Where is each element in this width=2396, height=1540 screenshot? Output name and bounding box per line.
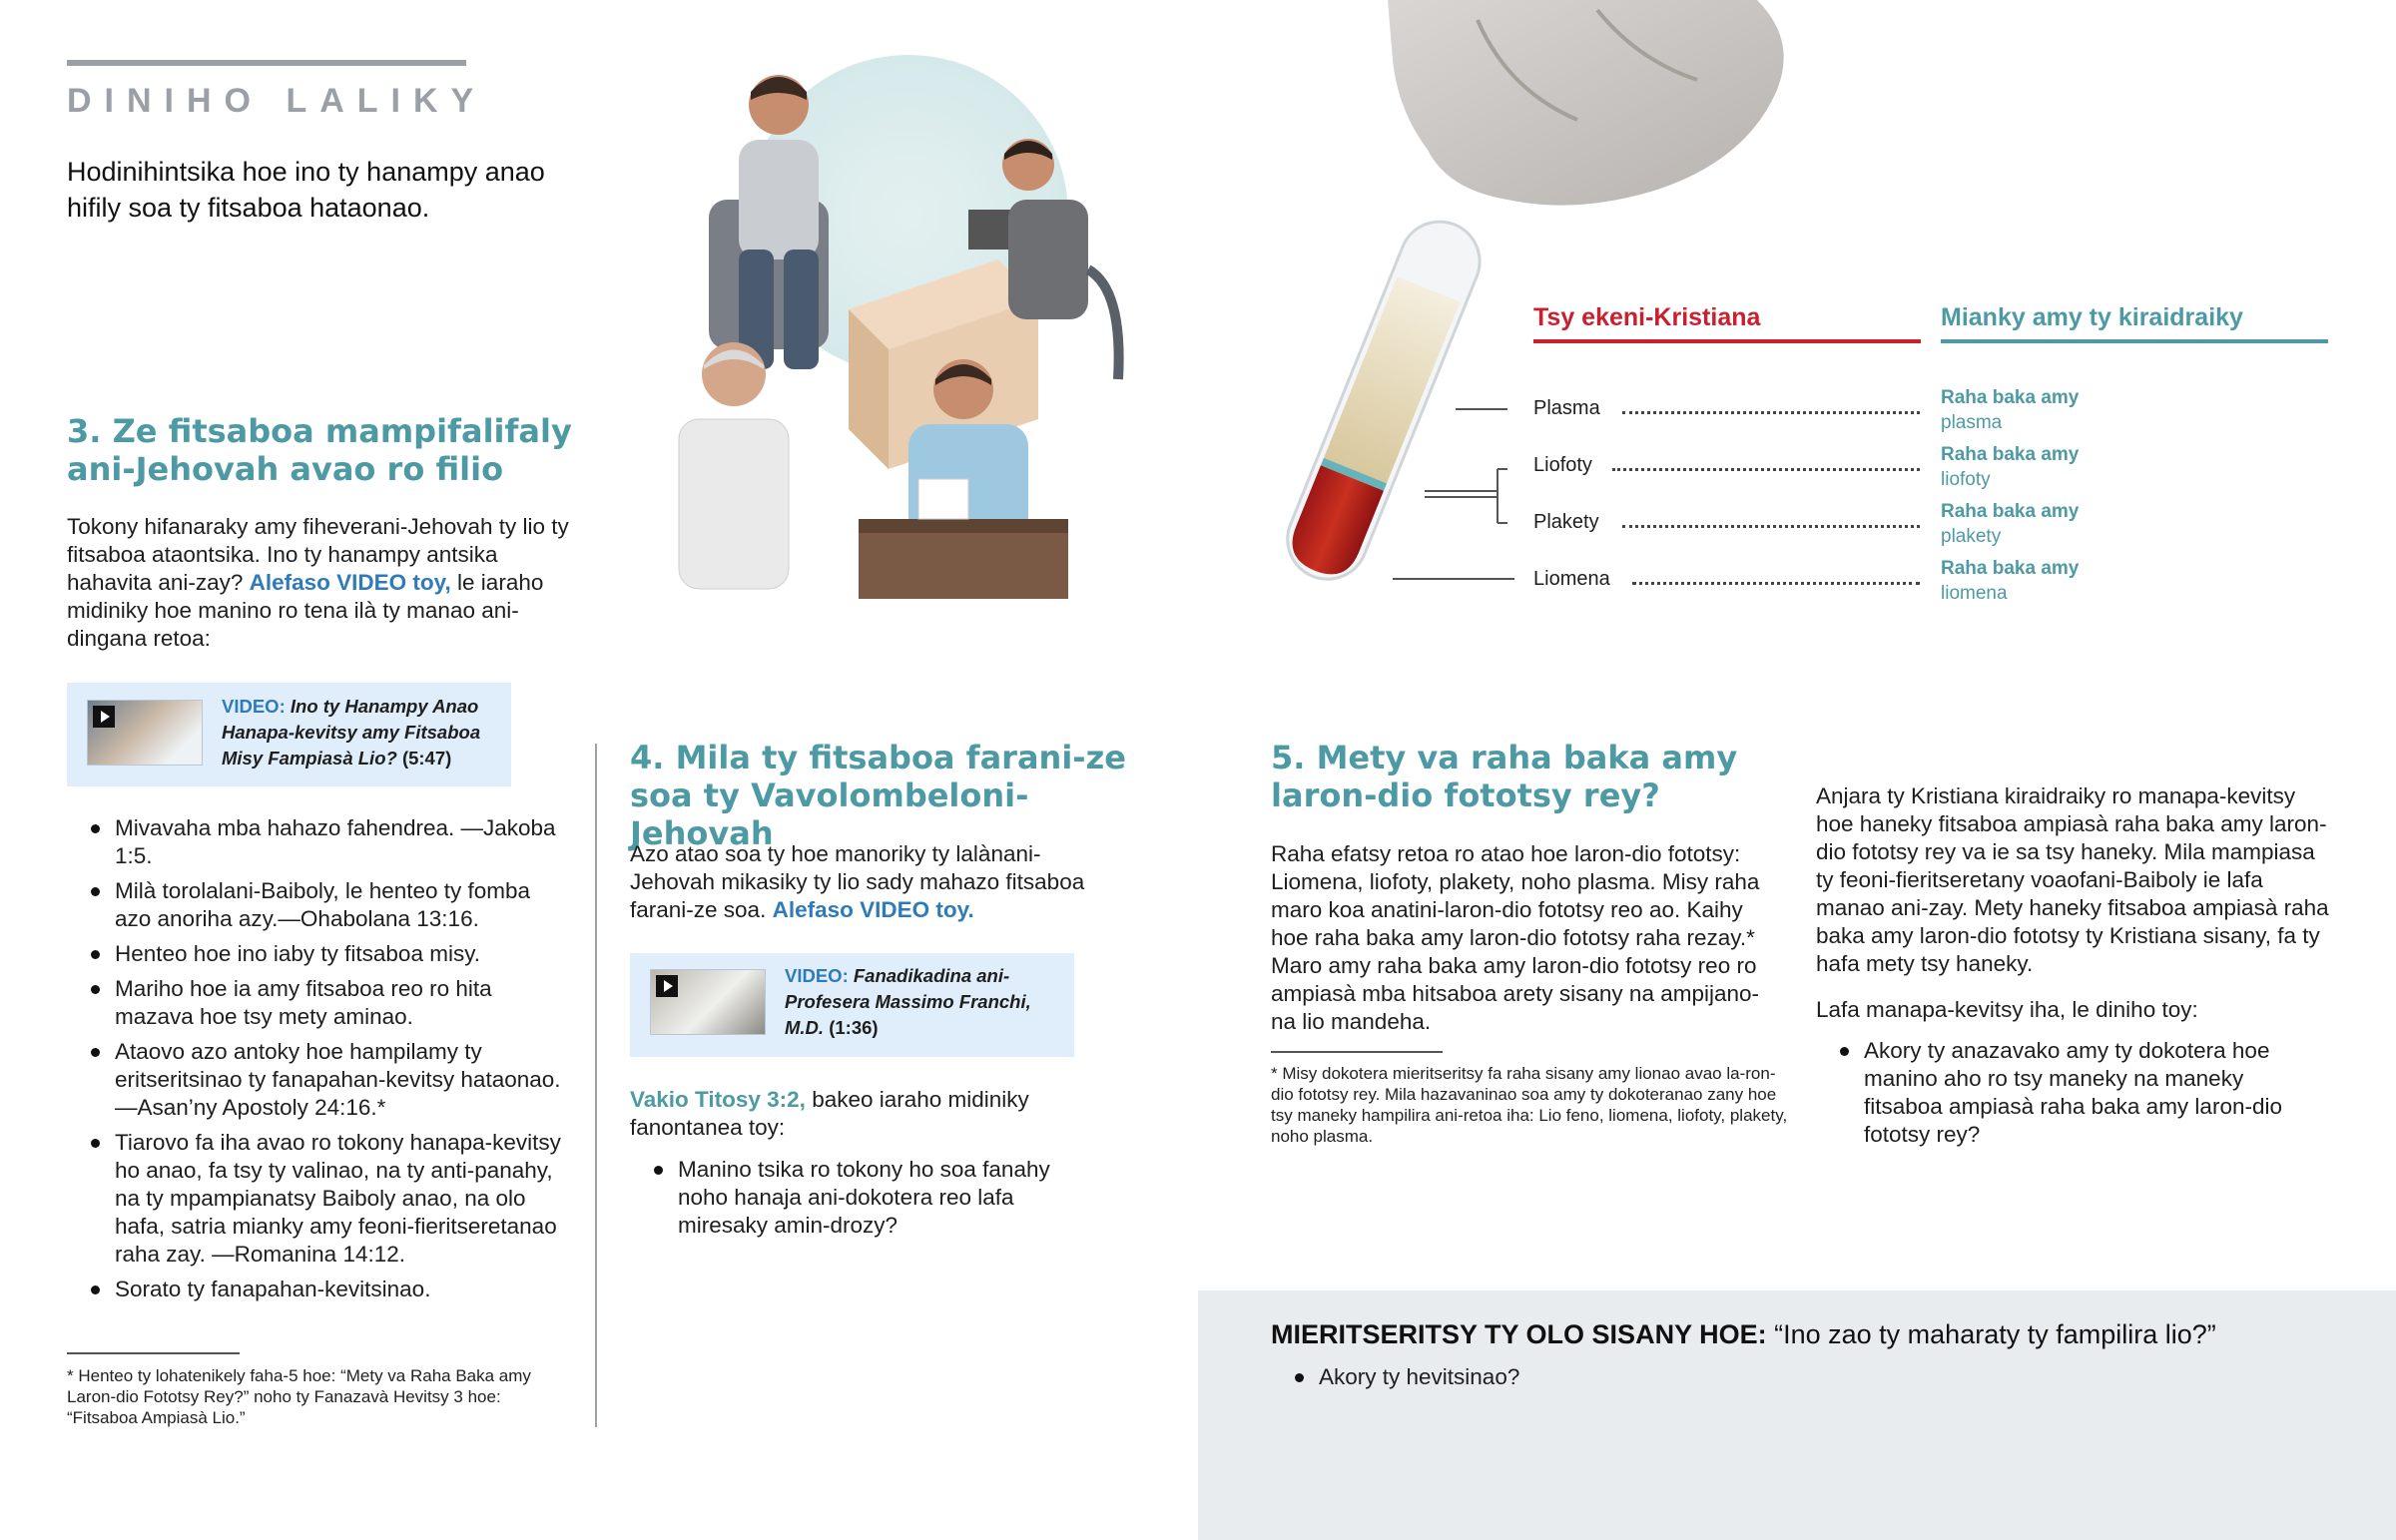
- review-panel-list: [1271, 1363, 2070, 1398]
- answer-plasma: Raha baka amy plasma: [1941, 387, 2080, 433]
- video-thumbnail-1[interactable]: [87, 700, 203, 766]
- leader-dots: [1622, 411, 1920, 414]
- section-3-video-link[interactable]: Alefaso VIDEO toy,: [249, 570, 451, 595]
- section-3-steps-list: [67, 814, 566, 1310]
- leader-dots: [1632, 582, 1920, 585]
- list-item: Mivavaha mba hahazo fahendrea. —Jakoba 1:5.: [67, 814, 566, 870]
- video-card-2[interactable]: [630, 953, 1074, 1057]
- video-label: VIDEO:: [222, 696, 286, 717]
- leader-dots: [1612, 468, 1920, 471]
- section-4-question-list: [630, 1156, 1099, 1247]
- footnote-rule: [1271, 1051, 1443, 1053]
- column-header-not-accepted: Tsy ekeni-Kristiana: [1533, 303, 1761, 331]
- list-item: Manino tsika ro tokony ho soa fanahy noho hanaja ani-dokotera reo lafa miresaky amin-drozy?: [630, 1156, 1099, 1240]
- column-header-personal-decision: Mianky amy ty kiraidraiky: [1941, 303, 2243, 331]
- list-item: Ataovo azo antoky hoe hampilamy ty eritseritsinao ty fanapahan-kevitsy hataonao.—Asan’ny Apostoly 24:16.*: [67, 1038, 566, 1122]
- section-4-paragraph: Azo atao soa ty hoe manoriky ty lalànani-Jehovah mikasiky ty lio sady mahazo fitsaboa farani-ze soa. Alefaso VIDEO toy.: [630, 841, 1085, 922]
- section-5-footnote: * Misy dokotera mieritseritsy fa raha sisany amy lionao avao la-ron-dio fototsy rey. Mila hazavaninao soa amy ty dokoteranao zany hoe tsy maneky hampilira ani-retoa iha: Lio feno, liomena, liofoty, plakety, noho plasma.: [1271, 1064, 1788, 1146]
- kicker-title: DINIHO LALIKY: [67, 82, 487, 120]
- component-plasma: Plasma: [1533, 397, 1600, 419]
- component-plakety: Plakety: [1533, 511, 1599, 533]
- section-4-verse-prompt: Vakio Titosy 3:2, bakeo iaraho midiniky fanontanea toy:: [630, 1087, 1029, 1140]
- section-5-paragraph-3: Lafa manapa-kevitsy iha, le diniho toy:: [1816, 997, 2198, 1022]
- component-liomena: Liomena: [1533, 568, 1610, 590]
- list-item: Akory ty hevitsinao?: [1271, 1363, 2070, 1391]
- video-duration: (5:47): [401, 748, 452, 769]
- section-3-paragraph: Tokony hifanaraky amy fiheverani-Jehovah ty lio ty fitsaboa ataontsika. Ino ty hanampy antsika hahavita ani-zay? Alefaso VIDEO toy, le iaraho midiniky hoe manino ro tena ilà ty manao ani-dingana retoa:: [67, 514, 569, 651]
- answer-liomena: Raha baka amy liomena: [1941, 558, 2080, 604]
- answer-plakety: Raha baka amy plakety: [1941, 501, 2080, 547]
- section-5-paragraph-2: Anjara ty Kristiana kiraidraiky ro manapa-kevitsy hoe haneky fitsaboa ampiasà raha baka amy laron-dio fototsy rey va ie sa tsy haneky. Mila mampiasa ty feoni-fieritseretany voaofani-Baiboly ie lafa manao ani-zay. Mety haneky fitsaboa ampiasà raha baka amy laron-dio fototsy ty Kristiana sisany, fa ty hafa mety tsy haneky.: [1816, 783, 2329, 976]
- review-panel-title: MIERITSERITSY TY OLO SISANY HOE: “Ino zao ty maharaty ty fampilira lio?”: [1271, 1319, 2216, 1349]
- column-rule-red: [1533, 339, 1921, 343]
- play-icon: [93, 706, 115, 728]
- play-icon: [656, 975, 678, 997]
- answer-liofoty: Raha baka amy liofoty: [1941, 444, 2080, 490]
- list-item: Tiarovo fa iha avao ro tokony hanapa-kevitsy ho anao, fa tsy ty valinao, na ty anti-panahy, na ty mpampianatsy Baiboly anao, na olo hafa, satria mianky amy feoni-fieritseretanao raha zay. —Romanina 14:12.: [67, 1129, 566, 1269]
- intro-text: Hodinihintsika hoe ino ty hanampy anao hifily soa ty fitsaboa hataonao.: [67, 157, 545, 223]
- list-item: Milà torolalani-Baiboly, le henteo ty fomba azo anoriha azy.—Ohabolana 13:16.: [67, 877, 566, 933]
- video-card-1[interactable]: [67, 683, 511, 786]
- leader-dots: [1622, 525, 1920, 528]
- list-item: Sorato ty fanapahan-kevitsinao.: [67, 1276, 566, 1303]
- video-title: Fanadikadina ani-Profesera Massimo Franchi, M.D.: [785, 965, 1031, 1038]
- section-3-title: 3. Ze fitsaboa mampifalifaly ani-Jehovah avao ro filio: [67, 412, 572, 488]
- header-rule: [67, 60, 466, 66]
- verse-reference[interactable]: Vakio Titosy 3:2,: [630, 1087, 806, 1112]
- video-duration: (1:36): [829, 1017, 879, 1038]
- list-item: Akory ty anazavako amy ty dokotera hoe manino aho ro tsy maneky na maneky fitsaboa ampiasà raha baka amy laron-dio fototsy rey?: [1816, 1037, 2315, 1149]
- section-5-title: 5. Mety va raha baka amy laron-dio fototsy rey?: [1271, 739, 1738, 814]
- section-5-question-list: [1816, 1037, 2315, 1156]
- list-item: Mariho hoe ia amy fitsaboa reo ro hita mazava hoe tsy mety aminao.: [67, 975, 566, 1031]
- section-3-footnote: * Henteo ty lohatenikely faha-5 hoe: “Mety va Raha Baka amy Laron-dio Fototsy Rey?” noho ty Fanazavà Hevitsy 3 hoe: “Fitsaboa Ampiasà Lio.”: [67, 1366, 531, 1427]
- section-5-paragraph-1: Raha efatsy retoa ro atao hoe laron-dio fototsy: Liomena, liofoty, plakety, noho plasma. Misy raha maro koa anatini-laron-dio fototsy reo ao. Kaihy hoe raha baka amy laron-dio fototsy raha rezay.* Maro amy raha baka amy laron-dio fototsy reo ro ampiasà mba hitsaboa arety sisany na ampijano-na lio mandeha.: [1271, 841, 1760, 1034]
- footnote-rule: [67, 1352, 240, 1354]
- doctor-consultation-illustration: [619, 50, 1158, 739]
- column-rule-teal: [1941, 339, 2328, 343]
- video-title: Ino ty Hanampy Anao Hanapa-kevitsy amy Fitsaboa Misy Fampiasà Lio?: [222, 696, 481, 769]
- video-label: VIDEO:: [785, 965, 849, 986]
- list-item: Henteo hoe ino iaby ty fitsaboa misy.: [67, 940, 566, 968]
- component-liofoty: Liofoty: [1533, 454, 1592, 476]
- section-4-title: 4. Mila ty fitsaboa farani-ze soa ty Vavolombeloni-Jehovah: [630, 739, 1126, 852]
- video-thumbnail-2[interactable]: [650, 969, 766, 1035]
- column-divider: [595, 744, 597, 1427]
- section-4-video-link[interactable]: Alefaso VIDEO toy.: [772, 897, 974, 922]
